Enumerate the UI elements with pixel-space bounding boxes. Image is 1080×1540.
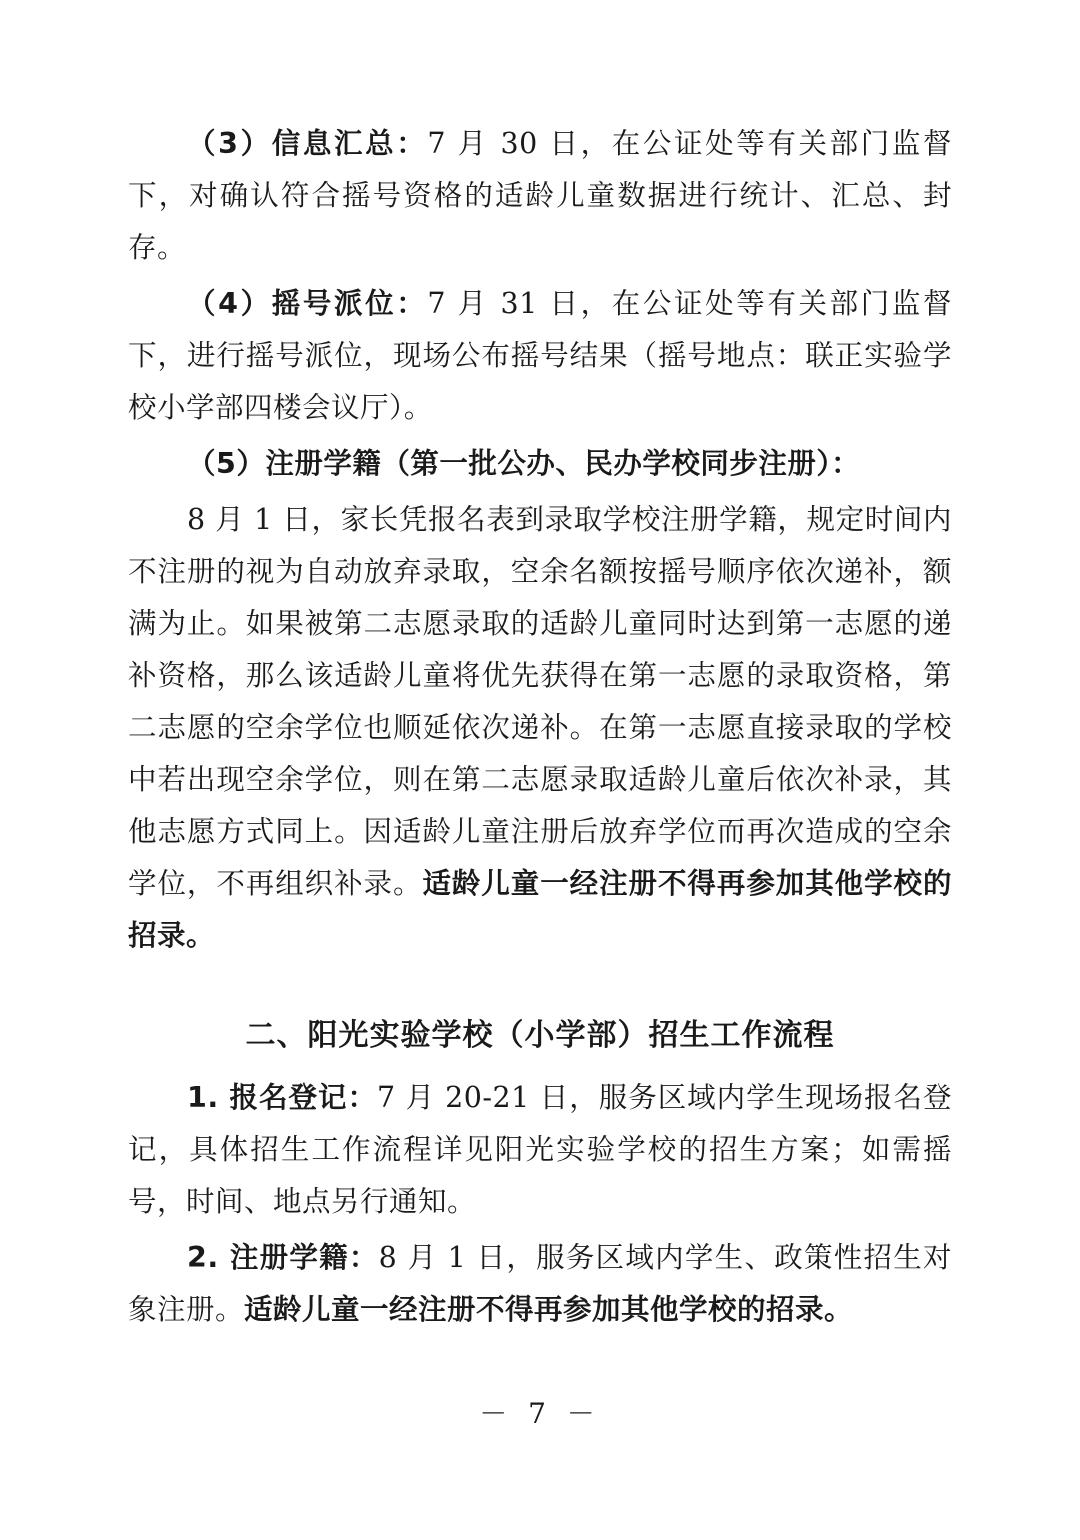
section-item-label: 1. 报名登记： xyxy=(187,1081,377,1114)
section-item-registration xyxy=(128,1232,952,1336)
paragraph-text: 7 月 30 日，在公证处等有关部门监督下，对确认符合摇号资格的适龄儿童数据进行统计、汇总、封存。 xyxy=(128,127,952,264)
paragraph-bold-notice: 适龄儿童一经注册不得再参加其他学校的招录。 xyxy=(128,867,952,952)
paragraph-registration-details xyxy=(128,494,952,962)
section-item-bold-notice: 适龄儿童一经注册不得再参加其他学校的招录。 xyxy=(244,1293,854,1326)
paragraph-label: （3）信息汇总： xyxy=(187,127,428,160)
paragraph-label: （5）注册学籍（第一批公办、民办学校同步注册）： xyxy=(187,447,861,480)
document-body xyxy=(128,118,952,1340)
paragraph-info-summary xyxy=(128,118,952,274)
paragraph-label: （4）摇号派位： xyxy=(187,287,428,320)
paragraph-text: 7 月 31 日，在公证处等有关部门监督下，进行摇号派位，现场公布摇号结果（摇号地点：联正实验学校小学部四楼会议厅）。 xyxy=(128,287,952,424)
paragraph-text: 8 月 1 日，家长凭报名表到录取学校注册学籍，规定时间内不注册的视为自动放弃录取，空余名额按摇号顺序依次递补，额满为止。如果被第二志愿录取的适龄儿童同时达到第一志愿的递补资格，那么该适龄儿童将优先获得在第一志愿的录取资格，第二志愿的空余学位也顺延依次递补。在第一志愿直接录取的学校中若出现空余学位，则在第二志愿录取适龄儿童后依次补录，其他志愿方式同上。因适龄儿童注册后放弃学位而再次造成的空余学位，不再组织补录。 xyxy=(128,503,952,900)
section-item-text: 7 月 20-21 日，服务区域内学生现场报名登记，具体招生工作流程详见阳光实验学校的招生方案；如需摇号，时间、地点另行通知。 xyxy=(128,1081,952,1218)
paragraph-registration-heading xyxy=(128,438,952,490)
section-title: 二、阳光实验学校（小学部）招生工作流程 xyxy=(245,1018,835,1053)
section-item-label: 2. 注册学籍： xyxy=(187,1241,379,1274)
page-number: － 7 － xyxy=(479,1397,601,1430)
paragraph-lottery-assignment xyxy=(128,278,952,434)
section-item-signup xyxy=(128,1072,952,1228)
section-item-text: 8 月 1 日，服务区域内学生、政策性招生对象注册。 xyxy=(128,1241,952,1326)
